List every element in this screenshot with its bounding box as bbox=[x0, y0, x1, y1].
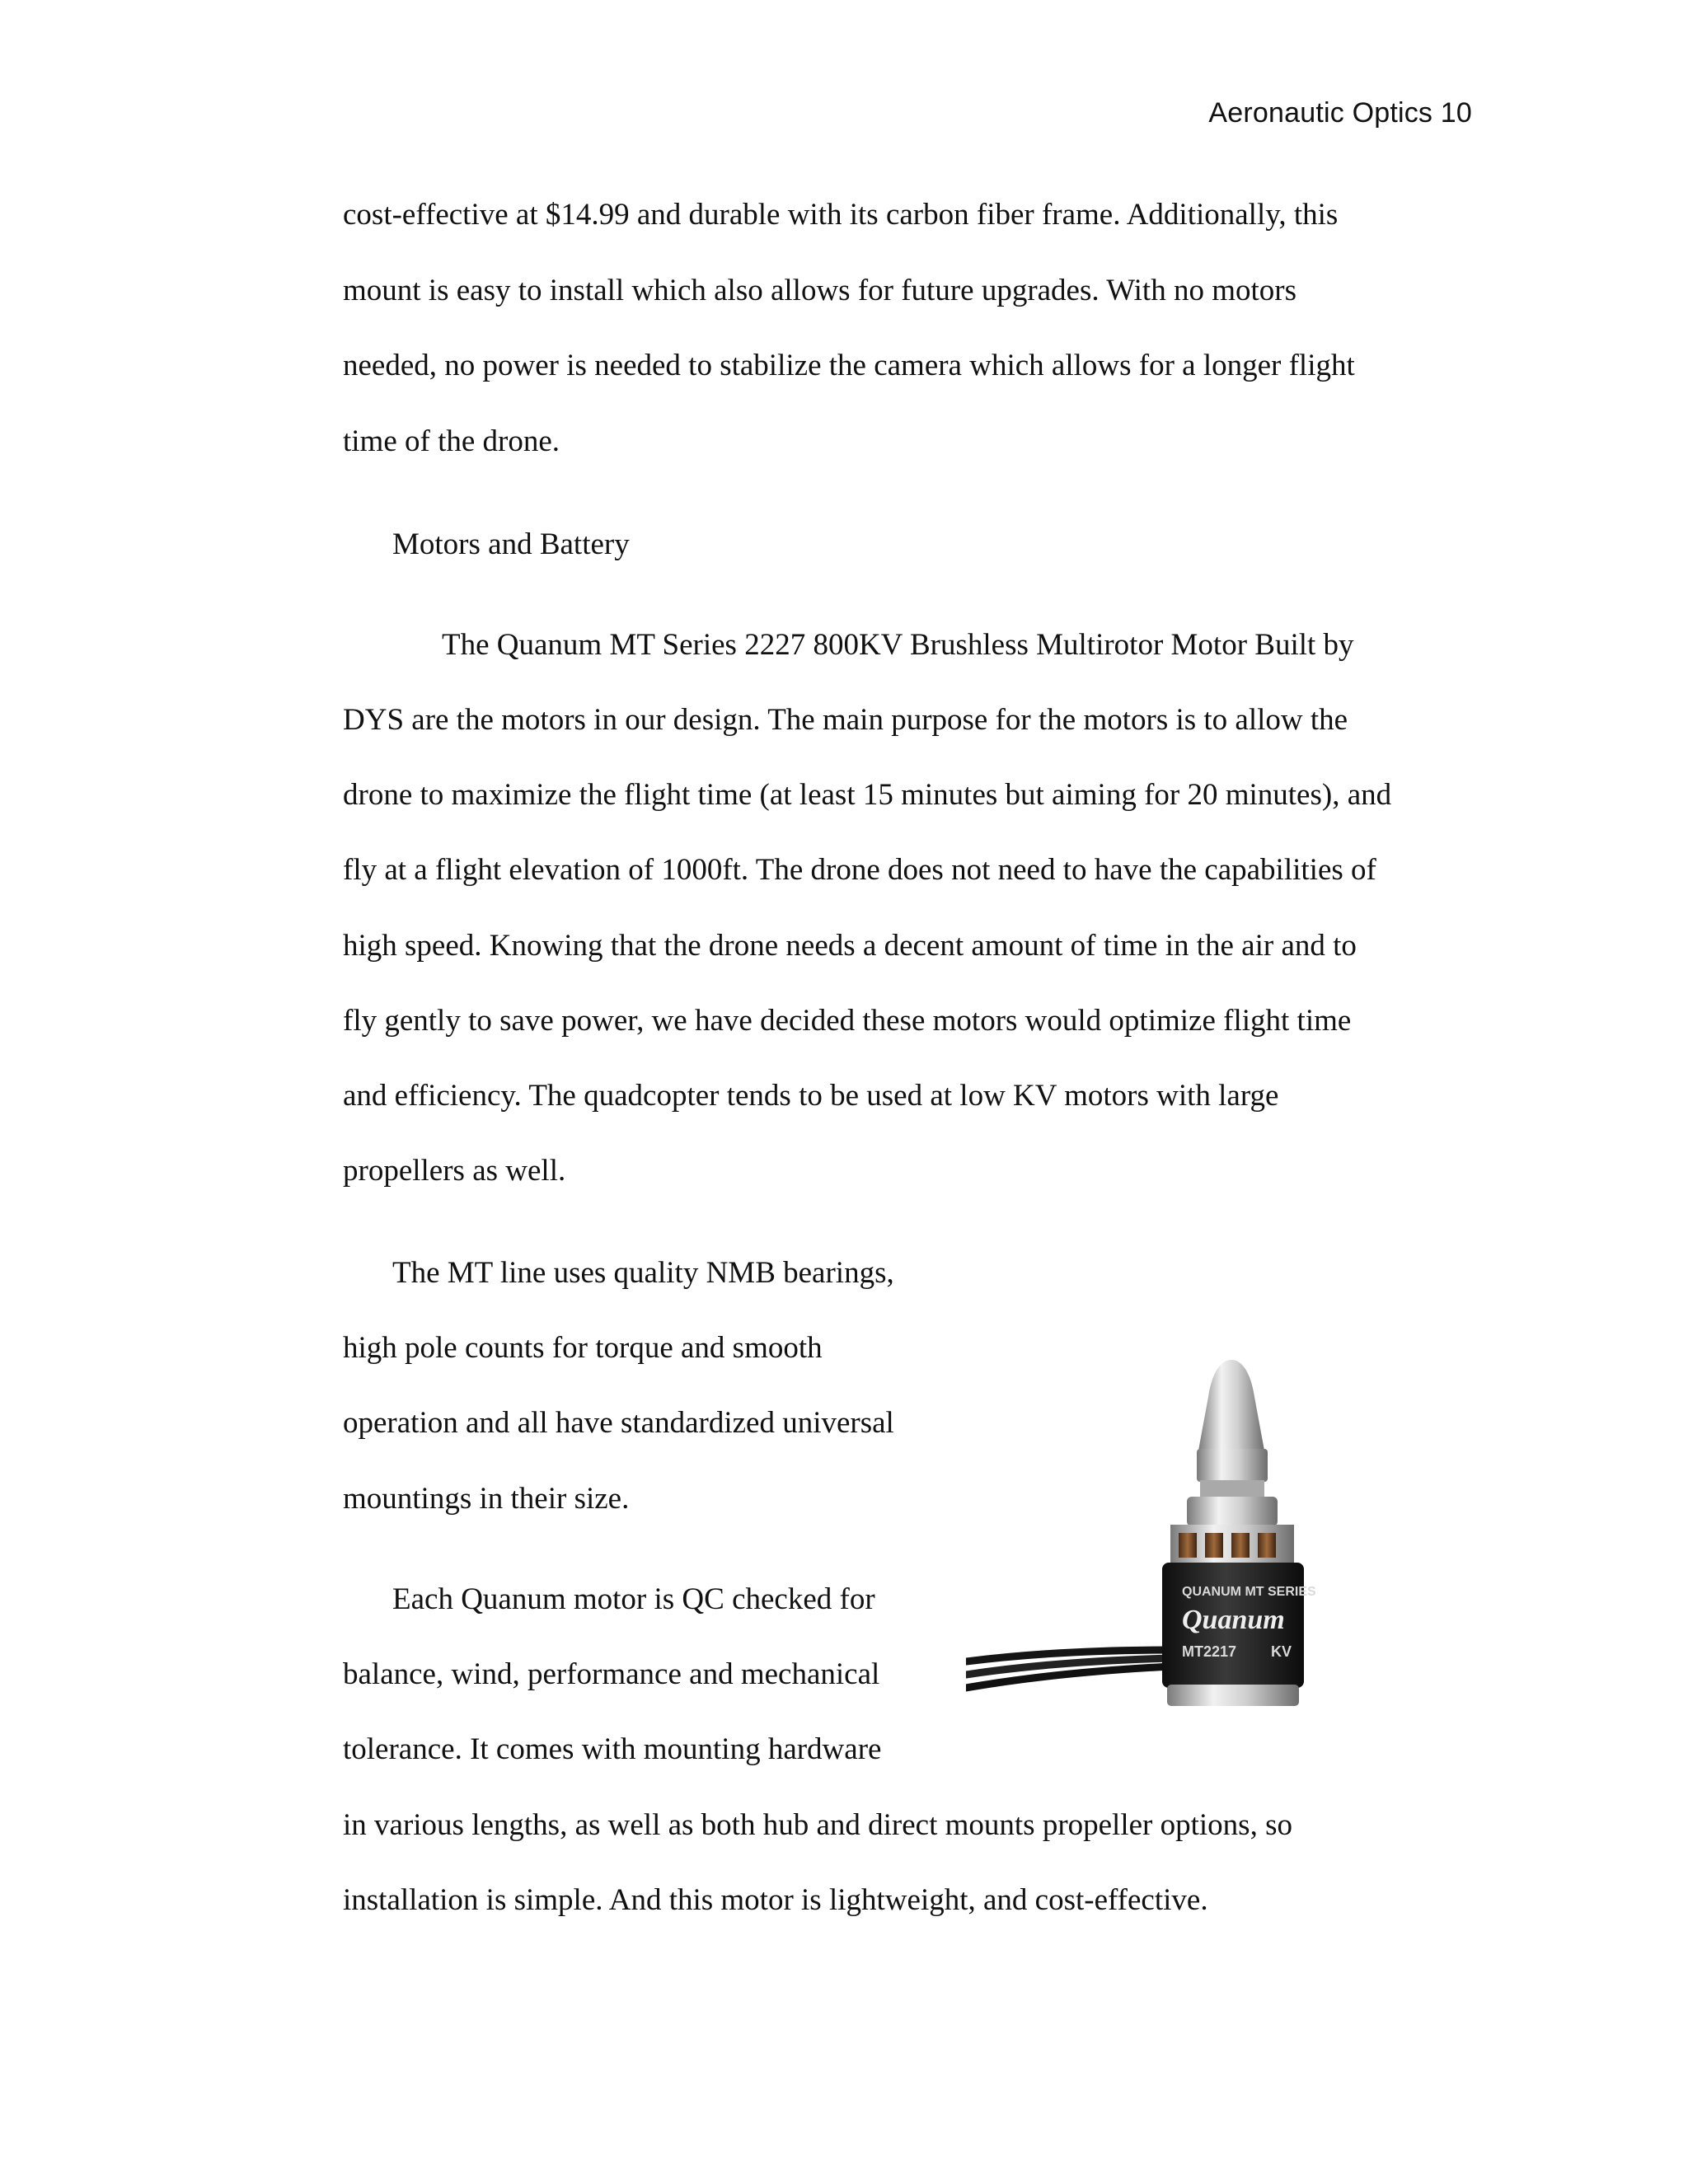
paragraph-4-line-4: in various lengths, as well as both hub and direct mounts propeller options, so bbox=[343, 1808, 1292, 1842]
motor-label-model: MT2217 bbox=[1182, 1643, 1237, 1660]
running-head: Aeronautic Optics 10 bbox=[1208, 97, 1472, 129]
paragraph-2-line-6: fly gently to save power, we have decided these motors would optimize flight time bbox=[343, 1004, 1352, 1038]
prop-nut bbox=[1197, 1360, 1268, 1498]
paragraph-2-line-1: The Quanum MT Series 2227 800KV Brushless Multirotor Motor Built by bbox=[442, 628, 1354, 662]
paragraph-4-line-2: balance, wind, performance and mechanical bbox=[343, 1657, 880, 1691]
paragraph-2-line-4: fly at a flight elevation of 1000ft. The drone does not need to have the capabilities of bbox=[343, 853, 1376, 887]
motor-label-brand: QUANUM MT SERIES bbox=[1182, 1585, 1316, 1599]
motor-label-kv: KV bbox=[1271, 1643, 1292, 1660]
shaft-collar bbox=[1187, 1497, 1278, 1526]
paragraph-1-line-3: needed, no power is needed to stabilize the camera which allows for a longer flight bbox=[343, 349, 1355, 382]
paragraph-2-line-8: propellers as well. bbox=[343, 1154, 566, 1188]
paragraph-4-line-1: Each Quanum motor is QC checked for bbox=[392, 1582, 875, 1616]
paragraph-2-line-3: drone to maximize the flight time (at least 15 minutes but aiming for 20 minutes), and bbox=[343, 778, 1392, 812]
paragraph-4-line-3: tolerance. It comes with mounting hardware bbox=[343, 1732, 882, 1766]
paragraph-4-line-5: installation is simple. And this motor is lightweight, and cost-effective. bbox=[343, 1883, 1208, 1917]
paragraph-3-line-4: mountings in their size. bbox=[343, 1482, 630, 1516]
motor-bell bbox=[1170, 1525, 1294, 1564]
paragraph-3-line-1: The MT line uses quality NMB bearings, bbox=[392, 1256, 894, 1290]
motor-label-logo: Quanum bbox=[1182, 1605, 1285, 1635]
paragraph-3-line-2: high pole counts for torque and smooth bbox=[343, 1331, 823, 1365]
paragraph-2-line-7: and efficiency. The quadcopter tends to be used at low KV motors with large bbox=[343, 1079, 1279, 1113]
brushless-motor-photo bbox=[966, 1360, 1543, 1735]
motor-wires bbox=[966, 1650, 1172, 1688]
paragraph-2-line-5: high speed. Knowing that the drone needs a decent amount of time in the air and to bbox=[343, 929, 1357, 963]
paragraph-2-line-2: DYS are the motors in our design. The main purpose for the motors is to allow the bbox=[343, 703, 1348, 737]
motor-base bbox=[1167, 1685, 1299, 1706]
paragraph-1-line-1: cost-effective at $14.99 and durable with its carbon fiber frame. Additionally, this bbox=[343, 198, 1339, 232]
section-heading-motors-battery: Motors and Battery bbox=[392, 527, 630, 561]
paragraph-3-line-3: operation and all have standardized universal bbox=[343, 1406, 894, 1440]
paragraph-1-line-2: mount is easy to install which also allows for future upgrades. With no motors bbox=[343, 274, 1296, 307]
paragraph-1-line-4: time of the drone. bbox=[343, 424, 560, 458]
